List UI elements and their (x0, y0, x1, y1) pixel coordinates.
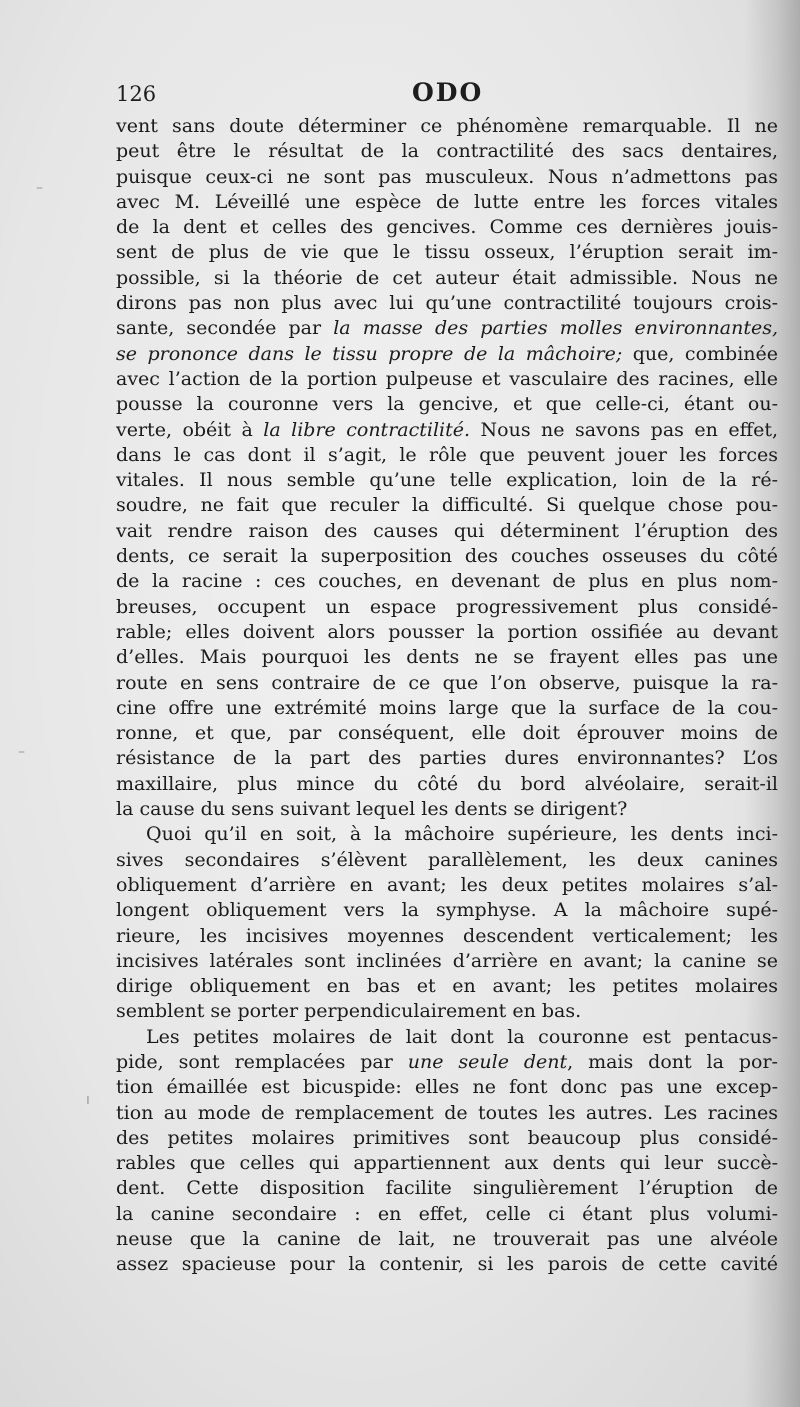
text-line: peut être le résultat de la contractilité des sacs dentaires, (116, 140, 778, 163)
text-line: neuse que la canine de lait, ne trouverait pas une alvéole (116, 1228, 778, 1251)
text-run: Nous ne savons pas en effet, (470, 418, 778, 441)
text-line: cine offre une extrémité moins large que la surface de la cou- (116, 696, 778, 719)
text-line: Quoi qu’il en soit, à la mâchoire supérieure, les dents inci- (146, 823, 778, 846)
text-line: semblent se porter perpendiculairement en bas. (116, 1000, 582, 1023)
text-line: avec M. Léveillé une espèce de lutte entre les forces vitales (116, 190, 778, 213)
text-line: assez spacieuse pour la contenir, si les parois de cette cavité (116, 1253, 778, 1276)
text-line (116, 316, 778, 341)
text-line: possible, si la théorie de cet auteur était admissible. Nous ne (116, 266, 778, 289)
text-line: sives secondaires s’élèvent parallèlement, les deux canines (116, 848, 778, 871)
text-line: rieure, les incisives moyennes descendent verticalement; les (116, 924, 778, 947)
text-line (116, 418, 778, 443)
text-line: tion émaillée est bicuspide: elles ne font donc pas une excep- (116, 1076, 778, 1099)
text-run: , mais dont la por- (567, 1050, 778, 1073)
text-line: rable; elles doivent alors pousser la portion ossifiée au devant (116, 620, 778, 643)
text-line: la canine secondaire : en effet, celle ci étant plus volumi- (116, 1202, 778, 1225)
text-line: sent de plus de vie que le tissu osseux, l’éruption serait im- (116, 241, 778, 264)
text-line: vent sans doute déterminer ce phénomène remarquable. Il ne (116, 115, 778, 137)
italic-run: la masse des parties molles environnantes, (333, 317, 778, 340)
text-line (116, 1050, 778, 1075)
text-line: rables que celles qui appartiennent aux dents qui leur succè- (116, 1152, 778, 1175)
text-line: dirige obliquement en bas et en avant; les petites molaires (116, 975, 778, 998)
text-body (116, 114, 778, 1278)
text-line: de la racine : ces couches, en devenant de plus en plus nom- (116, 570, 778, 593)
text-line: résistance de la part des parties dures environnantes? L’os (116, 747, 778, 770)
margin-tick: ı (86, 1092, 90, 1108)
running-head (116, 78, 776, 112)
text-line: route en sens contraire de ce que l’on observe, puisque la ra- (116, 671, 778, 694)
text-line (116, 342, 778, 367)
italic-run: la libre contractilité. (263, 418, 471, 441)
text-line: vitales. Il nous semble qu’une telle explication, loin de la ré- (116, 469, 778, 492)
text-line: de la dent et celles des gencives. Comme ces dernières jouis- (116, 216, 778, 239)
text-line: d’elles. Mais pourquoi les dents ne se frayent elles pas une (116, 646, 778, 669)
text-line: vait rendre raison des causes qui déterminent l’éruption des (116, 519, 778, 542)
text-line: maxillaire, plus mince du côté du bord alvéolaire, serait-il (116, 772, 778, 795)
text-run: sante, secondée par (116, 317, 334, 340)
italic-run: se prononce dans le tissu propre de la mâchoire; (116, 342, 623, 365)
text-line: dent. Cette disposition facilite singulièrement l’éruption de (116, 1177, 778, 1200)
text-line: puisque ceux-ci ne sont pas musculeux. Nous n’admettons pas (116, 165, 778, 188)
text-line: dirons pas non plus avec lui qu’une contractilité toujours crois- (116, 292, 778, 315)
running-title: ODO (412, 78, 484, 107)
italic-run: une seule dent (407, 1050, 568, 1073)
text-line: la cause du sens suivant lequel les dents se dirigent? (116, 798, 628, 821)
text-line: longent obliquement vers la symphyse. A la mâchoire supé- (116, 899, 778, 922)
text-line: obliquement d’arrière en avant; les deux petites molaires s’al- (116, 873, 778, 896)
text-line: dents, ce serait la superposition des couches osseuses du côté (116, 545, 778, 568)
text-run: verte, obéit à (116, 418, 264, 441)
text-line: avec l’action de la portion pulpeuse et vasculaire des racines, elle (116, 367, 778, 390)
text-line: pousse la couronne vers la gencive, et que celle-ci, étant ou- (116, 393, 778, 416)
page-number: 126 (116, 82, 157, 106)
text-line: dans le cas dont il s’agit, le rôle que peuvent jouer les forces (116, 443, 778, 466)
text-line: ronne, et que, par conséquent, elle doit éprouver moins de (116, 722, 778, 745)
margin-dash: – (18, 744, 25, 760)
text-line: breuses, occupent un espace progressivement plus considé- (116, 595, 778, 618)
text-line: incisives latérales sont inclinées d’arrière en avant; la canine se (116, 949, 778, 972)
text-line: Les petites molaires de lait dont la couronne est pentacus- (146, 1025, 778, 1048)
text-run: que, combinée (622, 342, 778, 365)
text-line: tion au mode de remplacement de toutes les autres. Les racines (116, 1101, 778, 1124)
text-line: des petites molaires primitives sont beaucoup plus considé- (116, 1126, 778, 1149)
text-run: pide, sont remplacées par (116, 1050, 408, 1073)
text-line: soudre, ne fait que reculer la difficulté. Si quelque chose pou- (116, 494, 778, 517)
margin-dash: – (36, 180, 43, 196)
